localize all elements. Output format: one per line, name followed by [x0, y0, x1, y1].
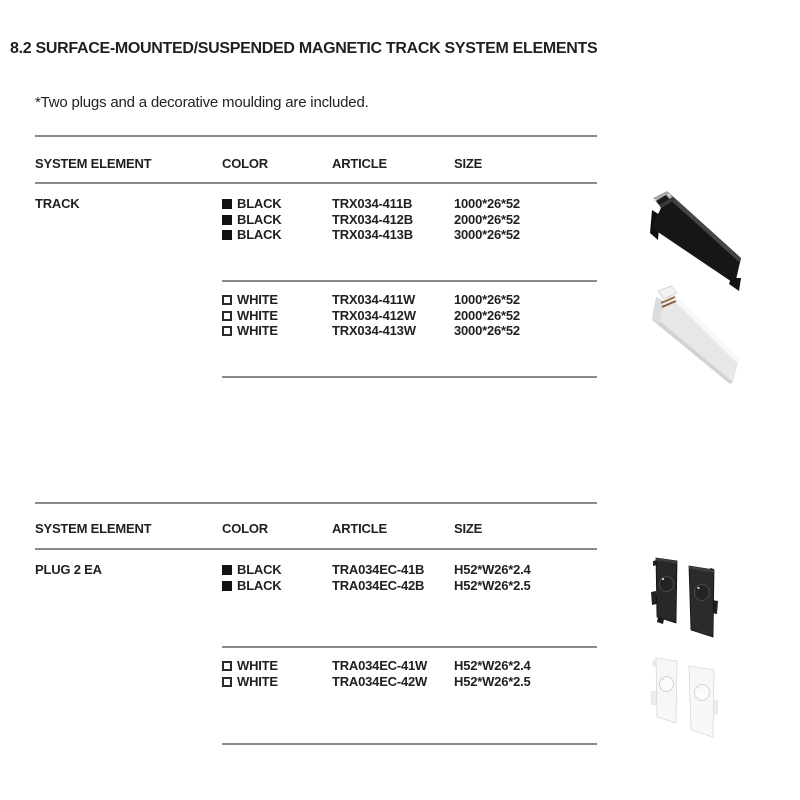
size-value: 3000*26*52	[454, 323, 520, 338]
table2-bottom-rule	[222, 743, 597, 745]
color-cell	[222, 292, 278, 308]
table1-top-rule	[35, 135, 597, 137]
table-row	[222, 227, 597, 243]
article-code: TRX034-411W	[332, 292, 416, 307]
article-code: TRA034EC-41W	[332, 658, 428, 673]
white-swatch-icon	[222, 311, 232, 321]
table1-header-article: ARTICLE	[332, 156, 387, 171]
table1-header-rule	[35, 182, 597, 184]
table2-top-rule	[35, 502, 597, 504]
color-label: BLACK	[237, 577, 282, 593]
color-cell	[222, 323, 278, 339]
size-value: H52*W26*2.4	[454, 658, 531, 673]
color-cell	[222, 308, 278, 324]
color-label: WHITE	[237, 292, 278, 307]
article-code: TRA034EC-41B	[332, 562, 425, 577]
black-swatch-icon	[222, 230, 232, 240]
table1-white-rows	[222, 292, 597, 339]
color-label: BLACK	[237, 211, 282, 227]
table2-group-rule	[222, 646, 597, 648]
black-swatch-icon	[222, 581, 232, 591]
white-track-profile-image	[640, 278, 750, 390]
table2-white-rows	[222, 658, 597, 689]
table2-header-system-element: SYSTEM ELEMENT	[35, 521, 152, 536]
white-end-plugs-image	[645, 650, 735, 750]
table-row	[222, 578, 597, 594]
table2-black-rows	[222, 562, 597, 593]
article-code: TRX034-411B	[332, 196, 413, 211]
black-swatch-icon	[222, 199, 232, 209]
table2-header-color: COLOR	[222, 521, 268, 536]
size-value: 1000*26*52	[454, 292, 520, 307]
size-value: H52*W26*2.5	[454, 577, 531, 593]
table-row	[222, 674, 597, 690]
white-swatch-icon	[222, 677, 232, 687]
included-note: *Two plugs and a decorative moulding are included.	[35, 94, 369, 111]
size-value: 3000*26*52	[454, 227, 520, 242]
color-cell	[222, 562, 282, 578]
color-cell	[222, 674, 278, 690]
article-code: TRX034-413W	[332, 323, 416, 338]
table1-element-label: TRACK	[35, 196, 80, 211]
color-label: WHITE	[237, 307, 278, 323]
table1-header-system-element: SYSTEM ELEMENT	[35, 156, 152, 171]
article-code: TRX034-412W	[332, 307, 416, 323]
table1-group-rule	[222, 280, 597, 282]
table1-header-size: SIZE	[454, 156, 483, 171]
table-row	[222, 658, 597, 674]
color-cell	[222, 578, 282, 594]
table-row	[222, 196, 597, 212]
page-title: 8.2 SURFACE-MOUNTED/SUSPENDED MAGNETIC TRACK SYSTEM ELEMENTS	[10, 40, 598, 57]
table-row	[222, 212, 597, 228]
size-value: 2000*26*52	[454, 307, 520, 323]
article-code: TRX034-413B	[332, 227, 413, 242]
color-cell	[222, 227, 282, 243]
size-value: H52*W26*2.5	[454, 673, 531, 689]
black-track-profile-image	[640, 182, 750, 290]
size-value: 1000*26*52	[454, 196, 520, 211]
table1-header-color: COLOR	[222, 156, 268, 171]
color-label: WHITE	[237, 673, 278, 689]
color-cell	[222, 196, 282, 212]
table-row	[222, 308, 597, 324]
black-swatch-icon	[222, 215, 232, 225]
color-label: BLACK	[237, 196, 282, 211]
table1-black-rows	[222, 196, 597, 243]
white-swatch-icon	[222, 295, 232, 305]
table2-header-rule	[35, 548, 597, 550]
color-label: BLACK	[237, 562, 282, 577]
table-row	[222, 562, 597, 578]
table-row	[222, 292, 597, 308]
table2-header-article: ARTICLE	[332, 521, 387, 536]
white-swatch-icon	[222, 326, 232, 336]
article-code: TRX034-412B	[332, 211, 413, 227]
color-cell	[222, 658, 278, 674]
color-label: BLACK	[237, 227, 282, 242]
table2-header-size: SIZE	[454, 521, 483, 536]
size-value: 2000*26*52	[454, 211, 520, 227]
white-swatch-icon	[222, 661, 232, 671]
black-end-plugs-image	[645, 548, 735, 648]
article-code: TRA034EC-42B	[332, 577, 425, 593]
black-swatch-icon	[222, 565, 232, 575]
table-row	[222, 323, 597, 339]
color-label: WHITE	[237, 323, 278, 338]
table1-bottom-rule	[222, 376, 597, 378]
article-code: TRA034EC-42W	[332, 673, 428, 689]
table2-element-label: PLUG 2 EA	[35, 562, 102, 577]
color-cell	[222, 212, 282, 228]
color-label: WHITE	[237, 658, 278, 673]
size-value: H52*W26*2.4	[454, 562, 531, 577]
